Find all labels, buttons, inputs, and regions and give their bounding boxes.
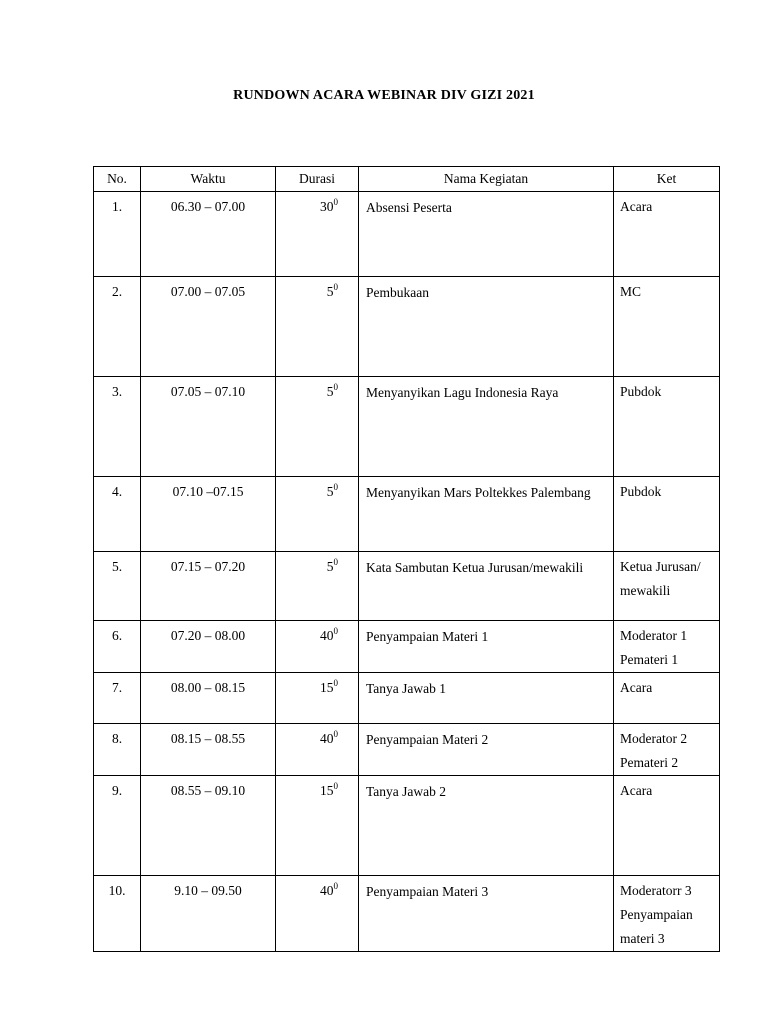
cell-waktu: 07.10 –07.15: [141, 477, 276, 552]
cell-nama-kegiatan: Menyanyikan Mars Poltekkes Palembang: [359, 477, 614, 552]
durasi-value: 15: [320, 783, 334, 798]
table-row: [94, 724, 720, 776]
cell-ket: Moderator 1 Pemateri 1: [614, 621, 720, 673]
cell-durasi: [276, 477, 359, 552]
cell-durasi: [276, 621, 359, 673]
cell-waktu: 06.30 – 07.00: [141, 192, 276, 277]
table-row: [94, 192, 720, 277]
table-header-row: [94, 167, 720, 192]
cell-nama-kegiatan: Penyampaian Materi 1: [359, 621, 614, 673]
table-row: [94, 377, 720, 477]
durasi-value: 40: [320, 731, 334, 746]
cell-ket: Acara: [614, 192, 720, 277]
table-row: [94, 876, 720, 952]
cell-nama-kegiatan: Absensi Peserta: [359, 192, 614, 277]
cell-waktu: 07.15 – 07.20: [141, 552, 276, 621]
cell-nama-kegiatan: Tanya Jawab 2: [359, 776, 614, 876]
cell-ket: Pubdok: [614, 477, 720, 552]
cell-no: 8.: [94, 724, 141, 776]
durasi-superscript: 0: [333, 781, 338, 791]
cell-durasi: [276, 876, 359, 952]
durasi-value: 40: [320, 883, 334, 898]
cell-ket: Acara: [614, 776, 720, 876]
cell-no: 4.: [94, 477, 141, 552]
cell-durasi: [276, 277, 359, 377]
cell-durasi: [276, 192, 359, 277]
cell-durasi: [276, 552, 359, 621]
cell-waktu: 08.00 – 08.15: [141, 673, 276, 724]
cell-nama-kegiatan: Penyampaian Materi 3: [359, 876, 614, 952]
cell-ket: Ketua Jurusan/ mewakili: [614, 552, 720, 621]
durasi-superscript: 0: [333, 881, 338, 891]
durasi-value: 40: [320, 628, 334, 643]
table-row: [94, 552, 720, 621]
cell-durasi: [276, 377, 359, 477]
durasi-value: 30: [320, 199, 334, 214]
durasi-superscript: 0: [333, 626, 338, 636]
cell-ket: Acara: [614, 673, 720, 724]
durasi-value: 5: [326, 384, 334, 399]
table-row: [94, 776, 720, 876]
cell-waktu: 07.00 – 07.05: [141, 277, 276, 377]
cell-nama-kegiatan: Tanya Jawab 1: [359, 673, 614, 724]
cell-nama-kegiatan: Pembukaan: [359, 277, 614, 377]
table-row: [94, 477, 720, 552]
header-no: No.: [94, 167, 141, 192]
table-row: [94, 673, 720, 724]
durasi-superscript: 0: [333, 482, 338, 492]
durasi-value: 15: [320, 680, 334, 695]
cell-waktu: 07.20 – 08.00: [141, 621, 276, 673]
cell-no: 5.: [94, 552, 141, 621]
header-nama-kegiatan: Nama Kegiatan: [359, 167, 614, 192]
cell-nama-kegiatan: Penyampaian Materi 2: [359, 724, 614, 776]
cell-no: 6.: [94, 621, 141, 673]
durasi-value: 5: [326, 484, 334, 499]
durasi-superscript: 0: [333, 729, 338, 739]
cell-no: 9.: [94, 776, 141, 876]
cell-waktu: 9.10 – 09.50: [141, 876, 276, 952]
cell-no: 3.: [94, 377, 141, 477]
rundown-table: [93, 166, 720, 952]
document-title: RUNDOWN ACARA WEBINAR DIV GIZI 2021: [233, 88, 535, 103]
durasi-value: 5: [326, 284, 334, 299]
cell-durasi: [276, 724, 359, 776]
cell-durasi: [276, 673, 359, 724]
header-waktu: Waktu: [141, 167, 276, 192]
table-row: [94, 621, 720, 673]
cell-nama-kegiatan: Kata Sambutan Ketua Jurusan/mewakili: [359, 552, 614, 621]
cell-no: 10.: [94, 876, 141, 952]
cell-no: 7.: [94, 673, 141, 724]
durasi-superscript: 0: [333, 282, 338, 292]
durasi-superscript: 0: [333, 382, 338, 392]
cell-ket: MC: [614, 277, 720, 377]
header-durasi: Durasi: [276, 167, 359, 192]
cell-ket: Moderatorr 3 Penyampaian materi 3: [614, 876, 720, 952]
cell-waktu: 08.15 – 08.55: [141, 724, 276, 776]
durasi-superscript: 0: [333, 557, 338, 567]
cell-no: 1.: [94, 192, 141, 277]
durasi-value: 5: [326, 559, 334, 574]
cell-nama-kegiatan: Menyanyikan Lagu Indonesia Raya: [359, 377, 614, 477]
cell-waktu: 08.55 – 09.10: [141, 776, 276, 876]
cell-waktu: 07.05 – 07.10: [141, 377, 276, 477]
cell-durasi: [276, 776, 359, 876]
cell-ket: Pubdok: [614, 377, 720, 477]
table-row: [94, 277, 720, 377]
header-ket: Ket: [614, 167, 720, 192]
durasi-superscript: 0: [333, 197, 338, 207]
durasi-superscript: 0: [333, 678, 338, 688]
cell-no: 2.: [94, 277, 141, 377]
cell-ket: Moderator 2 Pemateri 2: [614, 724, 720, 776]
